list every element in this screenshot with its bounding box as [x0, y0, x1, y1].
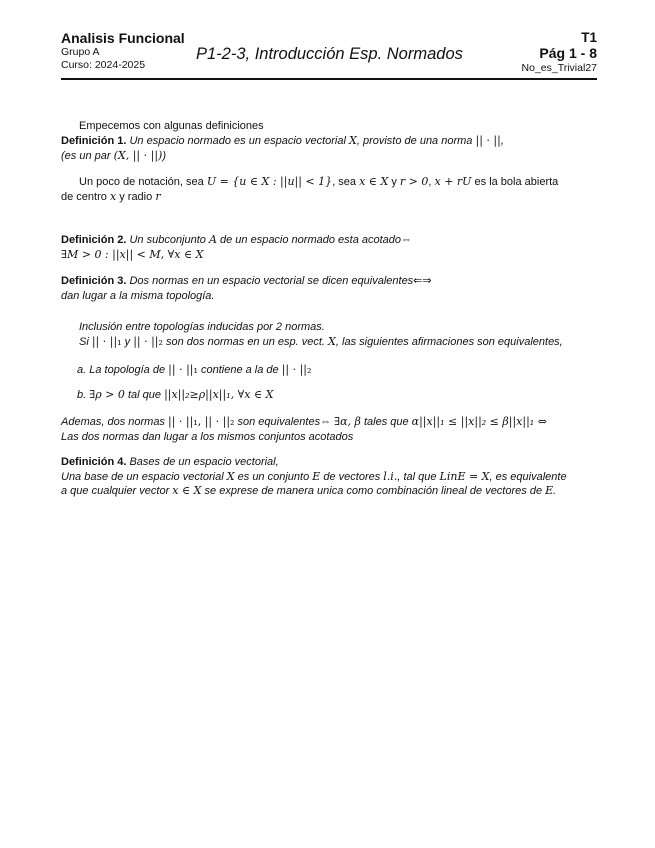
notation-x: x [109, 189, 117, 203]
notation-g: y radio [119, 190, 153, 203]
definition-2 [61, 233, 597, 262]
def4-x: X [226, 469, 235, 483]
equiv-line2: Las dos normas dan lugar a los mismos conjuntos acotados [61, 430, 354, 443]
def4-title: Bases de un espacio vectorial, [129, 456, 279, 468]
def2-label: Definición 2. [61, 234, 127, 246]
def4-li: l.i. [383, 469, 398, 483]
def4-e: E [312, 469, 321, 483]
page-indicator: Pág 1 - 8 [539, 45, 597, 61]
notation-a: Un poco de notación, sea [79, 176, 204, 188]
item-b-text: tal que [127, 389, 161, 401]
def2-text-b: de un espacio normado esta acotado⇔ [220, 234, 413, 246]
def4-b: es un conjunto [237, 470, 310, 483]
def1-tail: , [500, 135, 504, 147]
list-item [61, 388, 613, 403]
def3-line1: Dos normas en un espacio vectorial se dicen equivalentes⇐⇒ [129, 275, 432, 287]
inclusion-d: , las siguientes afirmaciones son equivalentes, [335, 335, 563, 348]
item-a-norm2: || · ||₂ [281, 363, 312, 376]
equiv-b: son equivalentes⇔ [237, 416, 332, 428]
inclusion-a: Si [79, 335, 89, 348]
notation-f: de centro [61, 190, 107, 203]
header-right [522, 30, 597, 75]
def4-lin: LinE = X [439, 469, 490, 483]
inclusion-c: son dos normas en un esp. vect. [166, 335, 325, 348]
def4-a: Una base de un espacio vectorial [61, 470, 224, 483]
def4-g: se exprese de manera unica como combinación lineal de vectores de [204, 485, 543, 497]
def4-c: de vectores [323, 470, 381, 483]
def4-label: Definición 4. [61, 456, 127, 468]
inclusion-b: y [124, 335, 131, 348]
def3-line2: dan lugar a la misma topología. [61, 289, 215, 302]
def1-x: X [349, 134, 357, 147]
equiv-inequality: α||x||₁ ≤ ||x||₂ ≤ β||x||₁ ⇔ [411, 415, 547, 428]
item-b-formula: ||x||₂≥ρ||x||₁, ∀x ∈ X [164, 388, 274, 401]
def2-a: A [208, 233, 217, 246]
topic-tag: T1 [581, 30, 597, 45]
item-a-text2: contiene a la de [200, 364, 279, 376]
def1-line2-b: ) [162, 149, 166, 162]
def1-label: Definición 1. [61, 135, 127, 147]
equivalence-paragraph [61, 415, 597, 444]
def1-line2-a: (es un par [61, 149, 111, 162]
notation-xinx: x ∈ X [359, 175, 389, 188]
notation-d: , [428, 176, 432, 188]
header-rule [61, 78, 597, 80]
item-b-exists: ∃ρ > 0 [89, 388, 125, 401]
inclusion-block [61, 320, 615, 349]
inclusion-n1: || · ||₁ [91, 334, 122, 348]
inclusion-x: X [328, 334, 336, 348]
equiv-exists: ∃α, β [334, 415, 361, 428]
notation-r: r [155, 189, 161, 203]
notation-set: U = {u ∈ X : ||u|| < 1} [206, 175, 333, 188]
list-item [61, 363, 613, 378]
def2-formula: ∃M > 0 : ||x|| < M, ∀x ∈ X [61, 247, 204, 261]
def3-label: Definición 3. [61, 275, 127, 287]
author-label: No_es_Trivial27 [521, 62, 597, 74]
def4-e2: E [545, 484, 554, 497]
item-a-text: La topología de [89, 364, 166, 376]
notation-c: y [391, 176, 397, 188]
def4-h: . [553, 485, 557, 497]
notation-e: es la bola abierta [474, 176, 559, 188]
definition-1 [61, 134, 597, 163]
def1-text-a: Un espacio normado es un espacio vectorial [129, 135, 346, 147]
notation-ball: x + rU [434, 175, 472, 188]
def4-f: a que cualquier vector [61, 485, 170, 497]
item-b-label: b. [77, 389, 87, 401]
def1-text-b: , provisto de una norma [356, 135, 473, 147]
def4-e-text: , es equivalente [489, 470, 567, 483]
intro-text: Empecemos con algunas definiciones [79, 120, 264, 132]
definition-3 [61, 274, 597, 303]
inclusion-n2: || · ||₂ [133, 334, 163, 348]
document-title: P1-2-3, Introducción Esp. Normados [196, 45, 463, 63]
definition-4 [61, 455, 597, 499]
equiv-a: Ademas, dos normas [61, 416, 165, 428]
item-a-label: a. [77, 364, 87, 376]
equiv-norms: || · ||₁, || · ||₂ [168, 415, 235, 428]
def4-xinx: x ∈ X [172, 484, 202, 497]
def2-text-a: Un subconjunto [129, 234, 206, 246]
notation-paragraph [61, 175, 597, 204]
def4-d: , tal que [397, 470, 437, 483]
notation-b: , sea [332, 176, 357, 188]
item-a-norm1: || · ||₁ [168, 363, 198, 376]
header-left [61, 30, 185, 72]
year-label: Curso: 2024-2025 [61, 59, 146, 71]
def1-norm: || · || [475, 134, 501, 147]
def1-pair: (X, || · ||) [113, 148, 163, 162]
course-name: Analisis Funcional [61, 30, 185, 46]
inclusion-title: Inclusión entre topologías inducidas por 2 normas. [79, 321, 325, 333]
notation-rpos: r > 0 [399, 175, 429, 188]
equiv-c: tales que [363, 416, 409, 428]
group-label: Grupo A [61, 46, 100, 58]
